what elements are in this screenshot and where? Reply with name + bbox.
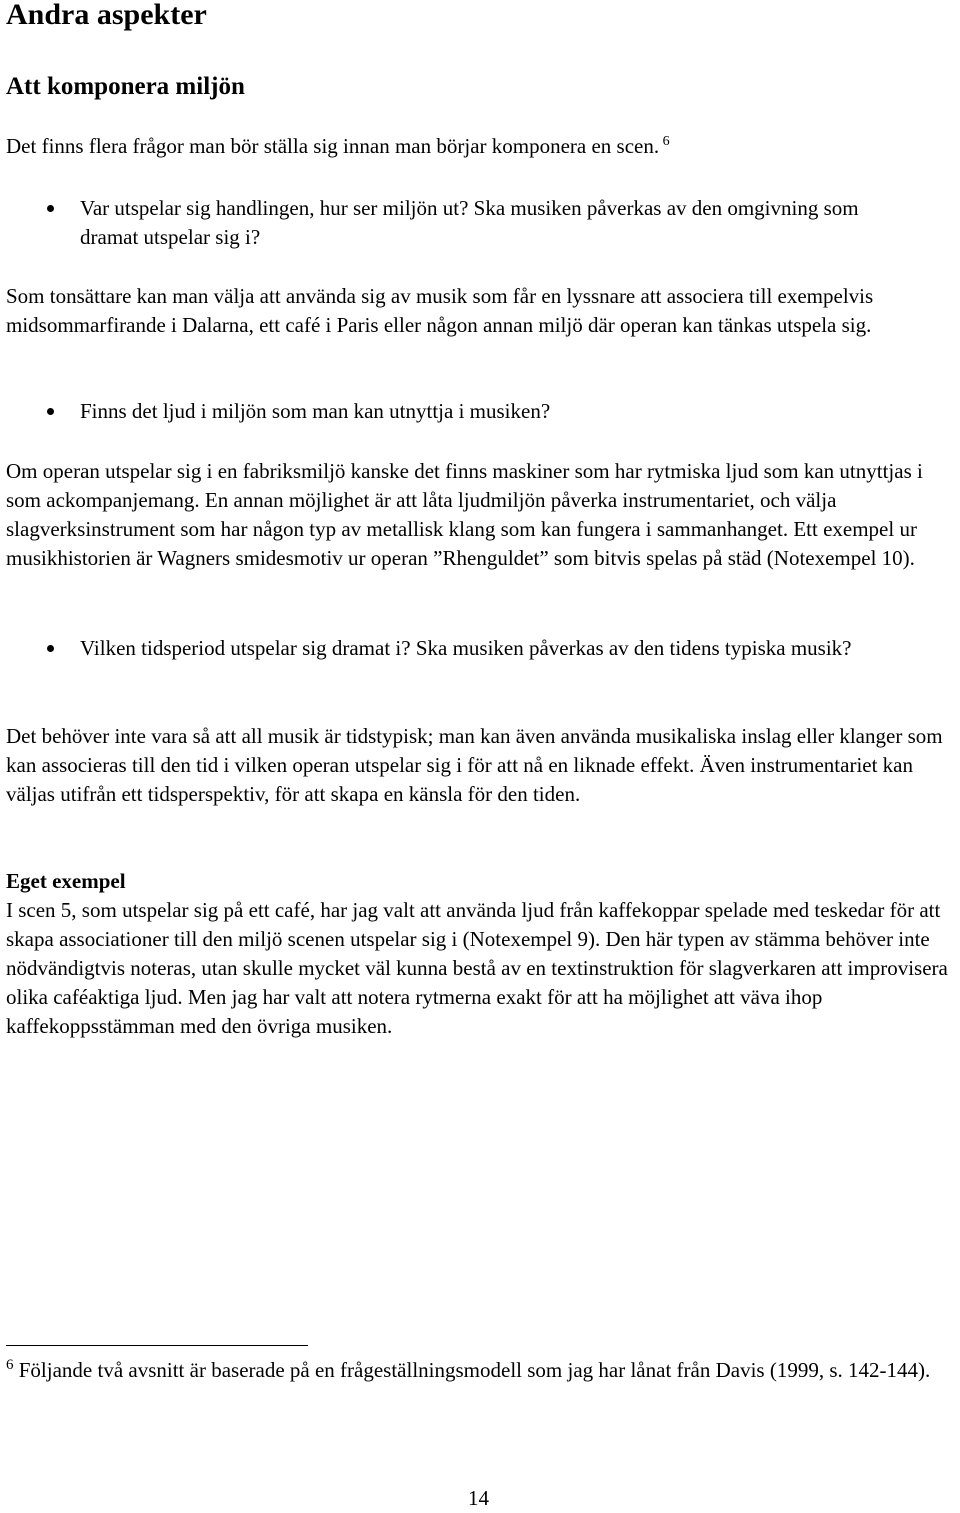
subsection-heading: Att komponera miljön	[6, 73, 245, 100]
paragraph-factory: Om operan utspelar sig i en fabriksmiljö kanske det finns maskiner som har rytmiska ljud som kan utnyttjas i som ackompanjemang. En annan möjlighet är att låta ljudmiljön påverka instrumentariet, och välja slagverksinstrument som har någon typ av metallisk klang som kan fungera i sammanhanget. Ett exempel ur musikhistorien är Wagners smidesmotiv ur operan ”Rhenguldet” som bitvis spelas på städ (Notexempel 10).	[6, 459, 923, 570]
bullet-text: Vilken tidsperiod utspelar sig dramat i? Ska musiken påverkas av den tidens typiska musik?	[80, 636, 852, 660]
bullet-text: Finns det ljud i miljön som man kan utnyttja i musiken?	[80, 399, 551, 423]
footnote-number: 6	[6, 1357, 14, 1373]
example-text: I scen 5, som utspelar sig på ett café, har jag valt att använda ljud från kaffekoppar spelade med teskedar för att skapa associationer till den miljö scenen utspelar sig i (Notexempel 9). Den här typen av stämma behöver inte nödvändigtvis noteras, utan skulle mycket väl kunna bestå av en textinstruktion för slagverkaren att improvisera olika caféaktiga ljud. Men jag har valt att notera rytmerna exakt för att ha möjlighet att väva ihop kaffekoppsstämman med den övriga musiken.	[6, 898, 948, 1038]
footnote-reference: 6	[662, 134, 670, 149]
bullet-icon	[47, 205, 54, 212]
footnote-divider	[6, 1345, 308, 1346]
page-number: 14	[468, 1486, 489, 1510]
section-heading: Andra aspekter	[6, 0, 207, 31]
bullet-icon	[47, 645, 54, 652]
bullet-item-period	[6, 634, 951, 663]
footnote	[6, 1356, 951, 1385]
intro-paragraph	[6, 132, 951, 161]
example-section	[6, 867, 951, 1041]
bullet-item-environment	[6, 194, 951, 252]
bullet-text: Var utspelar sig handlingen, hur ser miljön ut? Ska musiken påverkas av den omgivning som dramat utspelar sig i?	[80, 196, 859, 249]
paragraph-period: Det behöver inte vara så att all musik är tidstypisk; man kan även använda musikaliska inslag eller klanger som kan associeras till den tid i vilken operan utspelar sig i för att nå en liknade effekt. Även instrumentariet kan väljas utifrån ett tidsperspektiv, för att skapa en känsla för den tiden.	[6, 724, 943, 806]
footnote-text: Följande två avsnitt är baserade på en frågeställningsmodell som jag har lånat från Davis (1999, s. 142-144).	[18, 1358, 931, 1382]
example-heading: Eget exempel	[6, 869, 126, 893]
bullet-icon	[47, 408, 54, 415]
paragraph-association: Som tonsättare kan man välja att använda sig av musik som får en lyssnare att associera till exempelvis midsommarfirande i Dalarna, ett café i Paris eller någon annan miljö där operan kan tänkas utspela sig.	[6, 284, 874, 337]
bullet-item-sounds	[6, 397, 951, 426]
intro-text: Det finns flera frågor man bör ställa sig innan man börjar komponera en scen.	[6, 134, 660, 158]
